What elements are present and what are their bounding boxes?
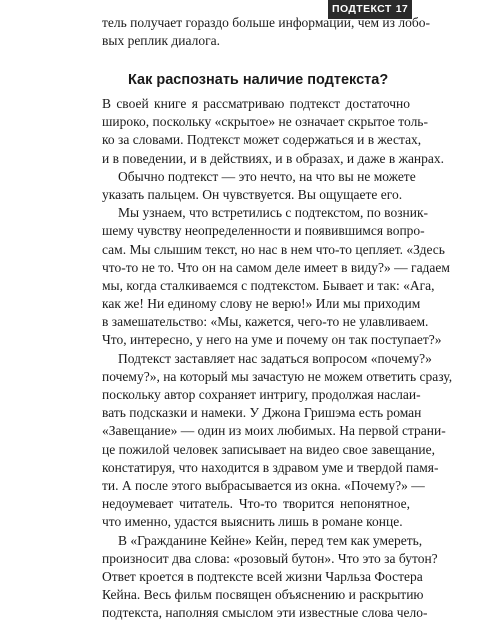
text-line: как же! Ни единому слову не верю!» Или мы приходим xyxy=(102,295,410,313)
intro-text xyxy=(102,14,410,50)
paragraph xyxy=(102,168,410,204)
text-line: вых реплик диалога. xyxy=(102,32,410,50)
text-line: В «Гражданине Кейне» Кейн, перед тем как умереть, xyxy=(102,532,410,550)
text-line: широко, поскольку «скрытое» не означает скрытое толь- xyxy=(102,113,410,131)
text-line: Мы узнаем, что встретились с подтекстом, по возник- xyxy=(102,204,410,222)
section-heading: Как распознать наличие подтекста? xyxy=(128,72,388,88)
text-line: Ответ кроется в подтексте всей жизни Чарльза Фостера xyxy=(102,568,410,586)
running-head-title: ПОДТЕКСТ xyxy=(332,3,392,15)
paragraph xyxy=(102,204,410,350)
text-line: констатируя, что находится в здравом уме и твердой памя- xyxy=(102,459,410,477)
text-line: Подтекст заставляет нас задаться вопросом «почему?» xyxy=(102,350,410,368)
text-line: недоумевает читатель. Что-то творится непонятное, xyxy=(102,495,410,513)
text-line: В своей книге я рассматриваю подтекст достаточно xyxy=(102,95,410,113)
page-number: 17 xyxy=(396,3,408,15)
text-line: Кейна. Весь фильм посвящен объяснению и раскрытию xyxy=(102,586,410,604)
text-line: сам. Мы слышим текст, но нас в нем что-то цепляет. «Здесь xyxy=(102,241,410,259)
text-line: поскольку автор сохраняет интригу, продолжая наслаи- xyxy=(102,386,410,404)
text-line: Что, интересно, у него на уме и почему он так поступает?» xyxy=(102,331,410,349)
text-line: шему чувству неопределенности и появившимся вопро- xyxy=(102,222,410,240)
text-line: и в поведении, и в действиях, и в образах, и даже в жанрах. xyxy=(102,150,410,168)
text-line: вать подсказки и намеки. У Джона Гришэма есть роман xyxy=(102,404,410,422)
text-line: мы, когда сталкиваемся с подтекстом. Бывает и так: «Ага, xyxy=(102,277,410,295)
text-line: тель получает гораздо больше информации, чем из лобо- xyxy=(102,14,410,32)
body-text xyxy=(102,95,410,622)
text-line: Обычно подтекст — это нечто, на что вы не можете xyxy=(102,168,410,186)
text-line: ко за словами. Подтекст может содержаться и в жестах, xyxy=(102,131,410,149)
paragraph xyxy=(102,95,410,168)
text-line: произносит два слова: «розовый бутон». Что это за бутон? xyxy=(102,550,410,568)
text-line: что-то не то. Что он на самом деле имеет в виду?» — гадаем xyxy=(102,259,410,277)
text-line: почему?», на который мы зачастую не можем ответить сразу, xyxy=(102,368,410,386)
text-line: «Завещание» — один из моих любимых. На первой страни- xyxy=(102,422,410,440)
text-line: в замешательство: «Мы, кажется, чего-то не улавливаем. xyxy=(102,313,410,331)
text-line: це пожилой человек записывает на видео свое завещание, xyxy=(102,441,410,459)
paragraph xyxy=(102,532,410,622)
text-line: что именно, удастся выяснить лишь в романе конце. xyxy=(102,513,410,531)
text-line: ти. А после этого выбрасывается из окна. «Почему?» — xyxy=(102,477,410,495)
text-line: подтекста, наполняя смыслом эти известные слова чело- xyxy=(102,604,410,622)
paragraph xyxy=(102,350,410,532)
text-line: указать пальцем. Он чувствуется. Вы ощущаете его. xyxy=(102,186,410,204)
